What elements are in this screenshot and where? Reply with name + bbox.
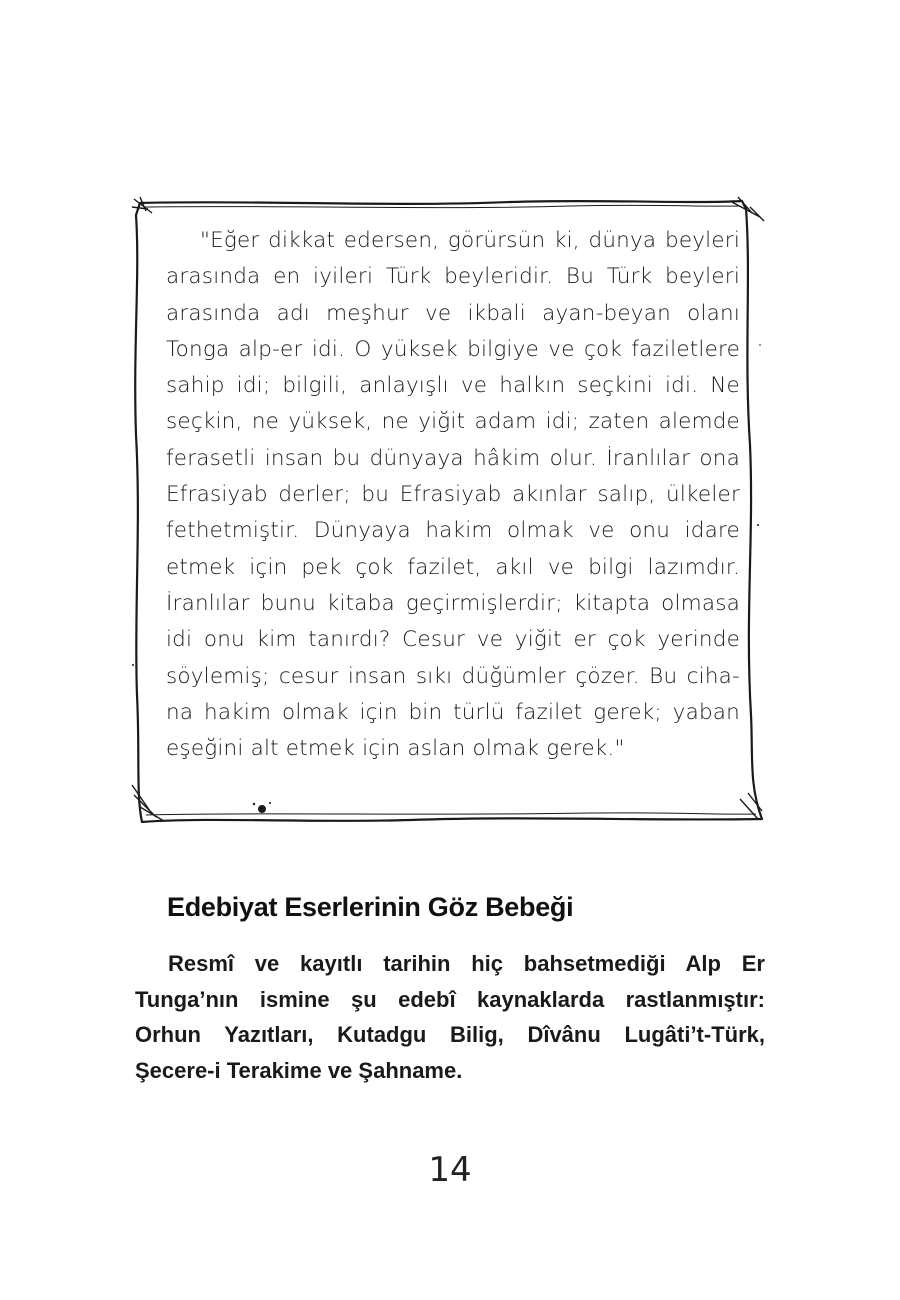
quote-line: etmek için pek çok fazilet, akıl ve bilgi lazımdır. (166, 554, 740, 580)
quote-line: na hakim olmak için bin türlü fazilet gerek; yaban (166, 699, 740, 725)
quote-frame (130, 195, 766, 823)
quote-line: ferasetli insan bu dünyaya hâkim olur. İranlılar ona (166, 445, 740, 471)
quote-line: fethetmiştir. Dünyaya hakim olmak ve onu idare (166, 518, 740, 544)
paragraph-line: Orhun Yazıtları, Kutadgu Bilig, Dîvânu Lugâti’t-Türk, (135, 1022, 765, 1047)
paragraph-line: Resmî ve kayıtlı tarihin hiç bahsetmediği Alp Er (168, 951, 765, 976)
quote-line: "Eğer dikkat edersen, görürsün ki, dünya beyleri (200, 228, 740, 253)
quote-line: söylemiş; cesur insan sıkı düğümler çözer. Bu ciha- (166, 663, 740, 689)
quote-line: arasında en iyileri Türk beyleridir. Bu Türk beyleri (166, 264, 740, 290)
page-number: 14 (428, 1150, 472, 1190)
paragraph-line: Tunga’nın ismine şu edebî kaynaklarda rastlanmıştır: (135, 986, 765, 1012)
quote-line: Efrasiyab derler; bu Efrasiyab akınlar salıp, ülkeler (166, 482, 740, 508)
paragraph-line: Şecere-i Terakime ve Şahname. (135, 1057, 463, 1083)
section-paragraph (135, 946, 765, 1088)
quote-line: İranlılar bunu kitaba geçirmişlerdir; kitapta olmasa (166, 590, 740, 616)
quote-line: eşeğini alt etmek için aslan olmak gerek." (166, 736, 625, 762)
quote-line: arasında adı meşhur ve ikbali ayan-beyan olanı (166, 300, 740, 326)
quote-line: Tonga alp-er idi. O yüksek bilgiye ve çok faziletlere (166, 336, 740, 362)
quote-text (166, 223, 740, 767)
quote-line: sahip idi; bilgili, anlayışlı ve halkın seçkini idi. Ne (166, 373, 740, 399)
section-heading: Edebiyat Eserlerinin Göz Bebeği (167, 892, 574, 922)
quote-line: seçkin, ne yüksek, ne yiğit adam idi; zaten alemde (166, 409, 740, 435)
quote-line: idi onu kim tanırdı? Cesur ve yiğit er çok yerinde (166, 627, 740, 653)
